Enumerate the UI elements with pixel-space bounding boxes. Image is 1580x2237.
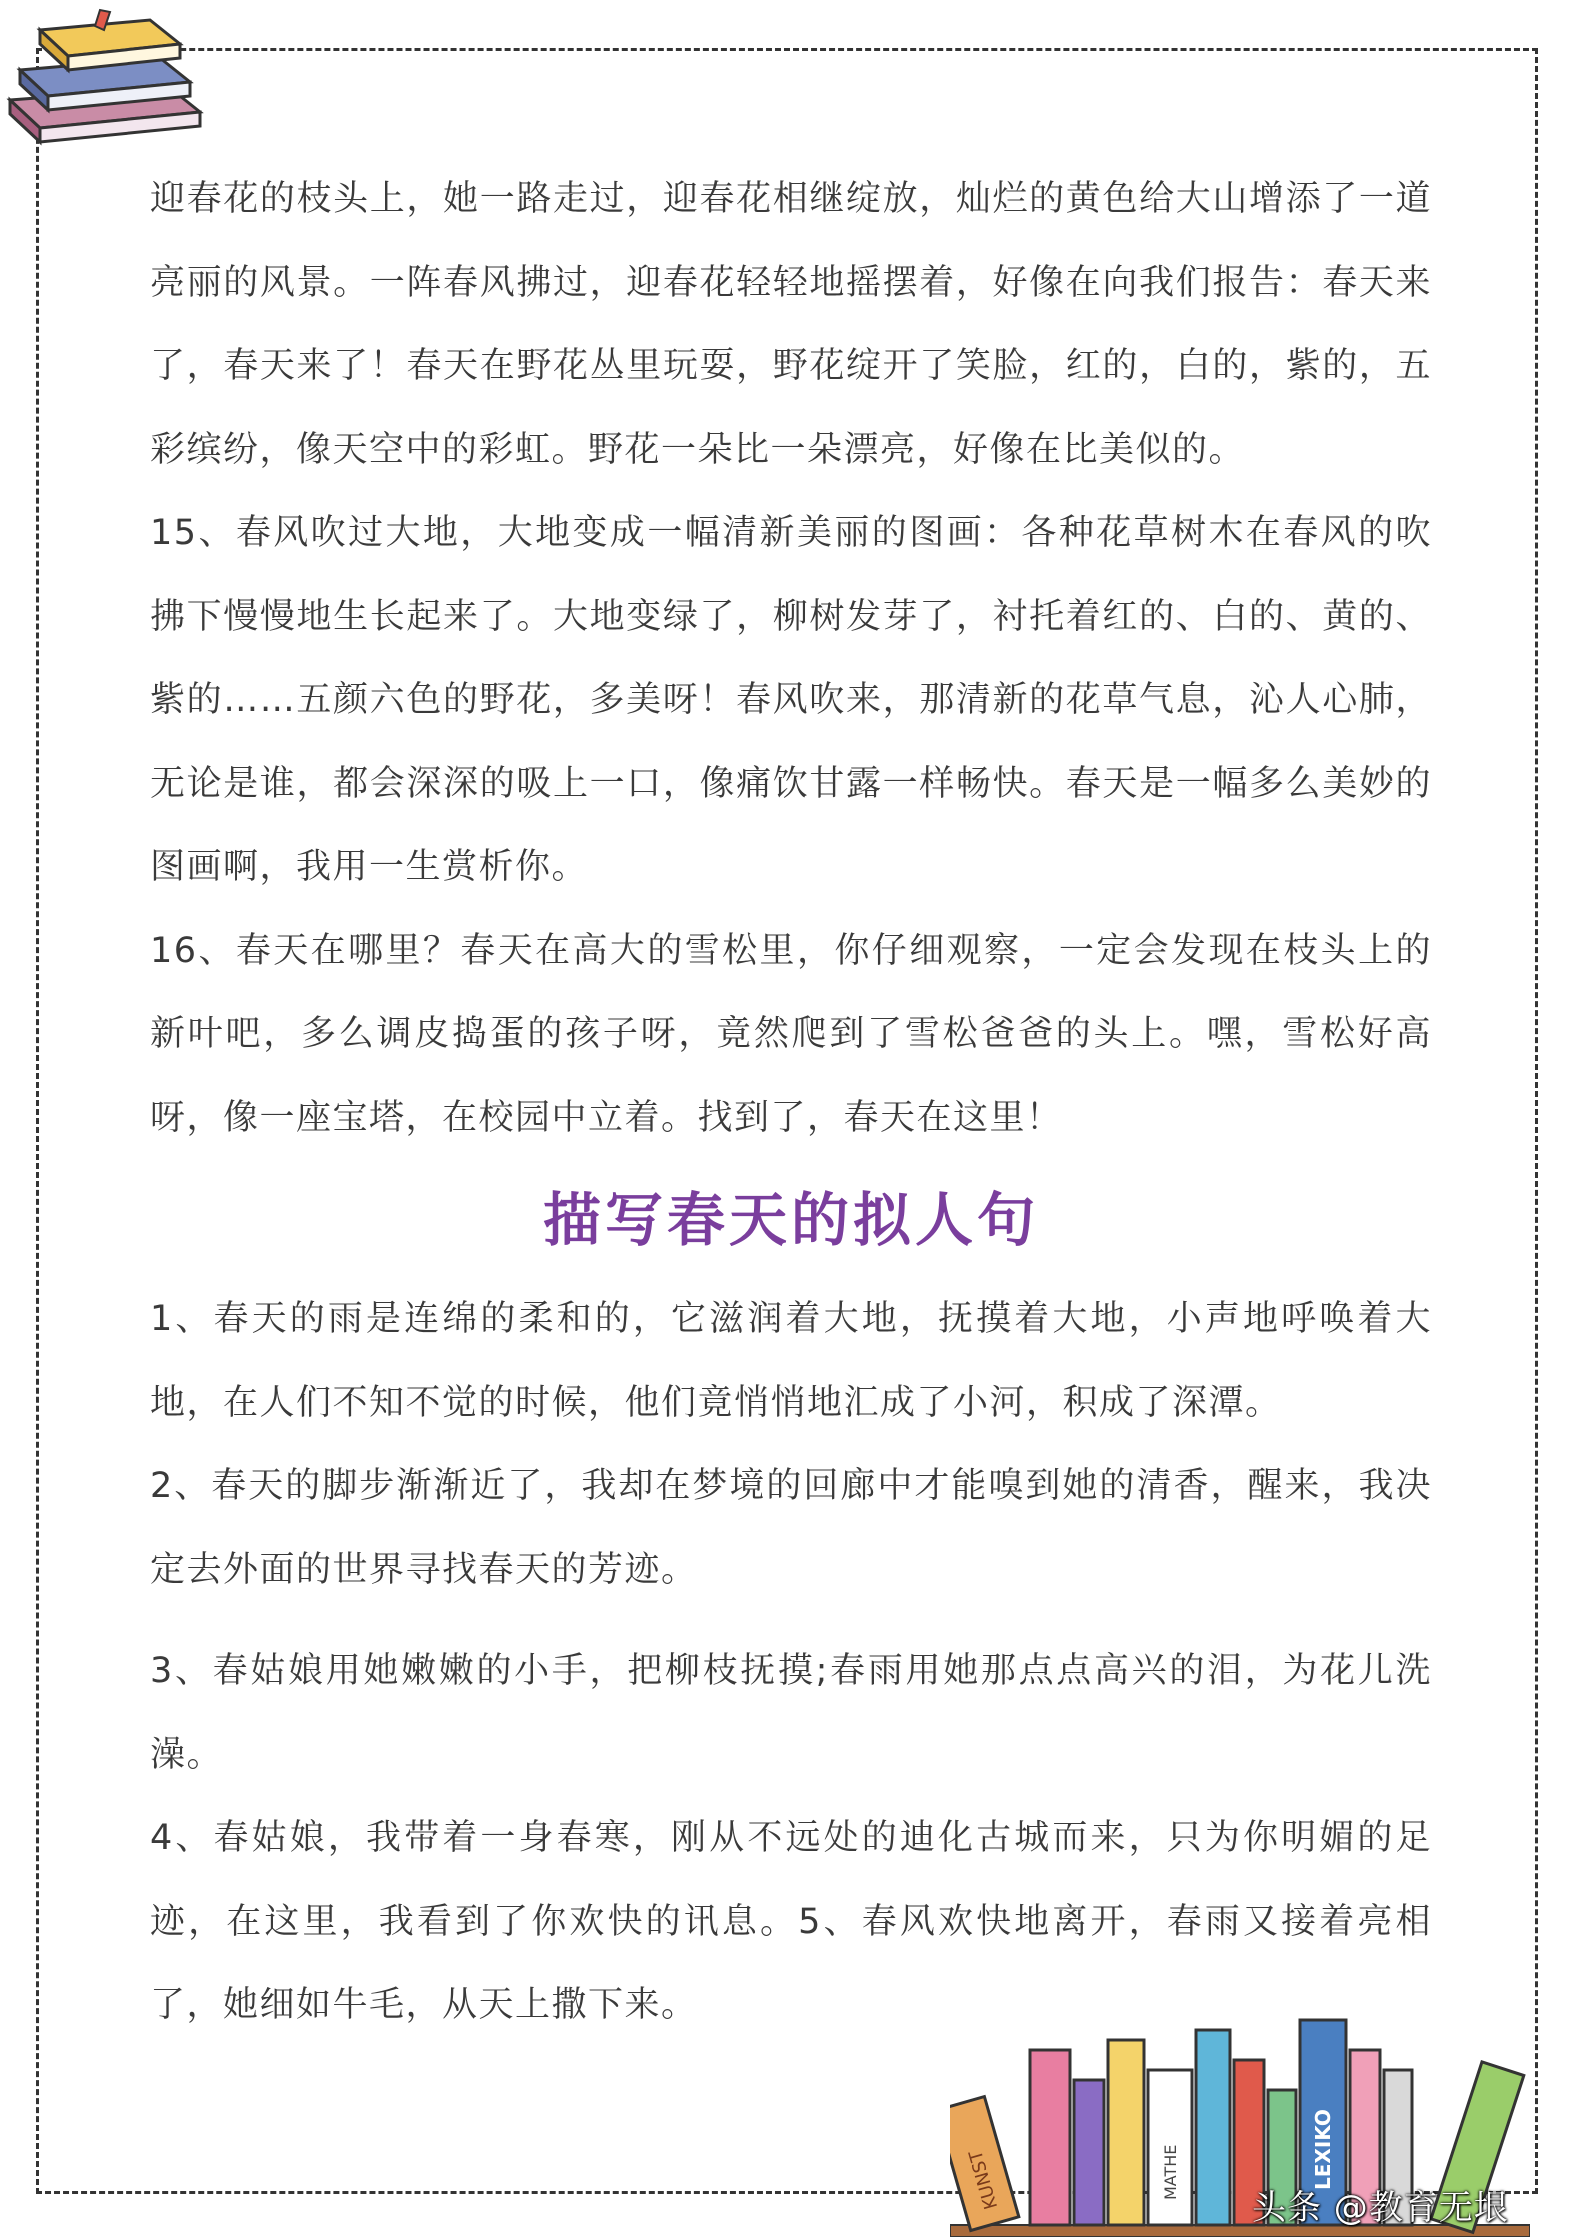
paragraph: 16、春天在哪里？春天在高大的雪松里，你仔细观察，一定会发现在枝头上的新叶吧，多么调皮捣蛋的孩子呀，竟然爬到了雪松爸爸的头上。嘿，雪松好高呀，像一座宝塔，在校园中立着。找到了，春天在这里！ <box>150 930 1432 1138</box>
paragraph: 4、春姑娘，我带着一身春寒，刚从不远处的迪化古城而来，只为你明媚的足迹，在这里，我看到了你欢快的讯息。5、春风欢快地离开，春雨又接着亮相了，她细如牛毛，从天上撒下来。 <box>150 1818 1432 2025</box>
paragraph: 15、春风吹过大地，大地变成一幅清新美丽的图画：各种花草树木在春风的吹拂下慢慢地生长起来了。大地变绿了，柳树发芽了，衬托着红的、白的、黄的、紫的……五颜六色的野花，多美呀！春风吹来，那清新的花草气息，沁人心肺，无论是谁，都会深深的吸上一口，像痛饮甘露一样畅快。春天是一幅多么美妙的图画啊，我用一生赏析你。 <box>150 513 1432 887</box>
spacer <box>150 1612 1432 1630</box>
book-spine-label-3: LEXIKO <box>1311 2109 1335 2190</box>
article-body <box>150 158 1432 2048</box>
section-heading: 描写春天的拟人句 <box>542 1186 1039 1254</box>
paragraph: 迎春花的枝头上，她一路走过，迎春花相继绽放，灿烂的黄色给大山增添了一道亮丽的风景。一阵春风拂过，迎春花轻轻地摇摆着，好像在向我们报告：春天来了，春天来了！春天在野花丛里玩耍，野花绽开了笑脸，红的，白的，紫的，五彩缤纷，像天空中的彩虹。野花一朵比一朵漂亮，好像在比美似的。 <box>150 179 1432 470</box>
paragraph: 3、春姑娘用她嫩嫩的小手，把柳枝抚摸;春雨用她那点点高兴的泪，为花儿洗澡。 <box>150 1651 1432 1775</box>
book-spine-label-2: MATHE <box>1161 2144 1180 2200</box>
source-watermark: 头条 @教育无垠 <box>1252 2188 1509 2228</box>
book-spine-label-1: KUNST <box>965 2147 1003 2212</box>
paragraph: 2、春天的脚步渐渐近了，我却在梦境的回廊中才能嗅到她的清香，醒来，我决定去外面的世界寻找春天的芳迹。 <box>150 1466 1432 1590</box>
book-stack-icon <box>0 0 240 150</box>
paragraph: 1、春天的雨是连绵的柔和的，它滋润着大地，抚摸着大地，小声地呼唤着大地，在人们不知不觉的时候，他们竟悄悄地汇成了小河，积成了深潭。 <box>150 1299 1432 1423</box>
